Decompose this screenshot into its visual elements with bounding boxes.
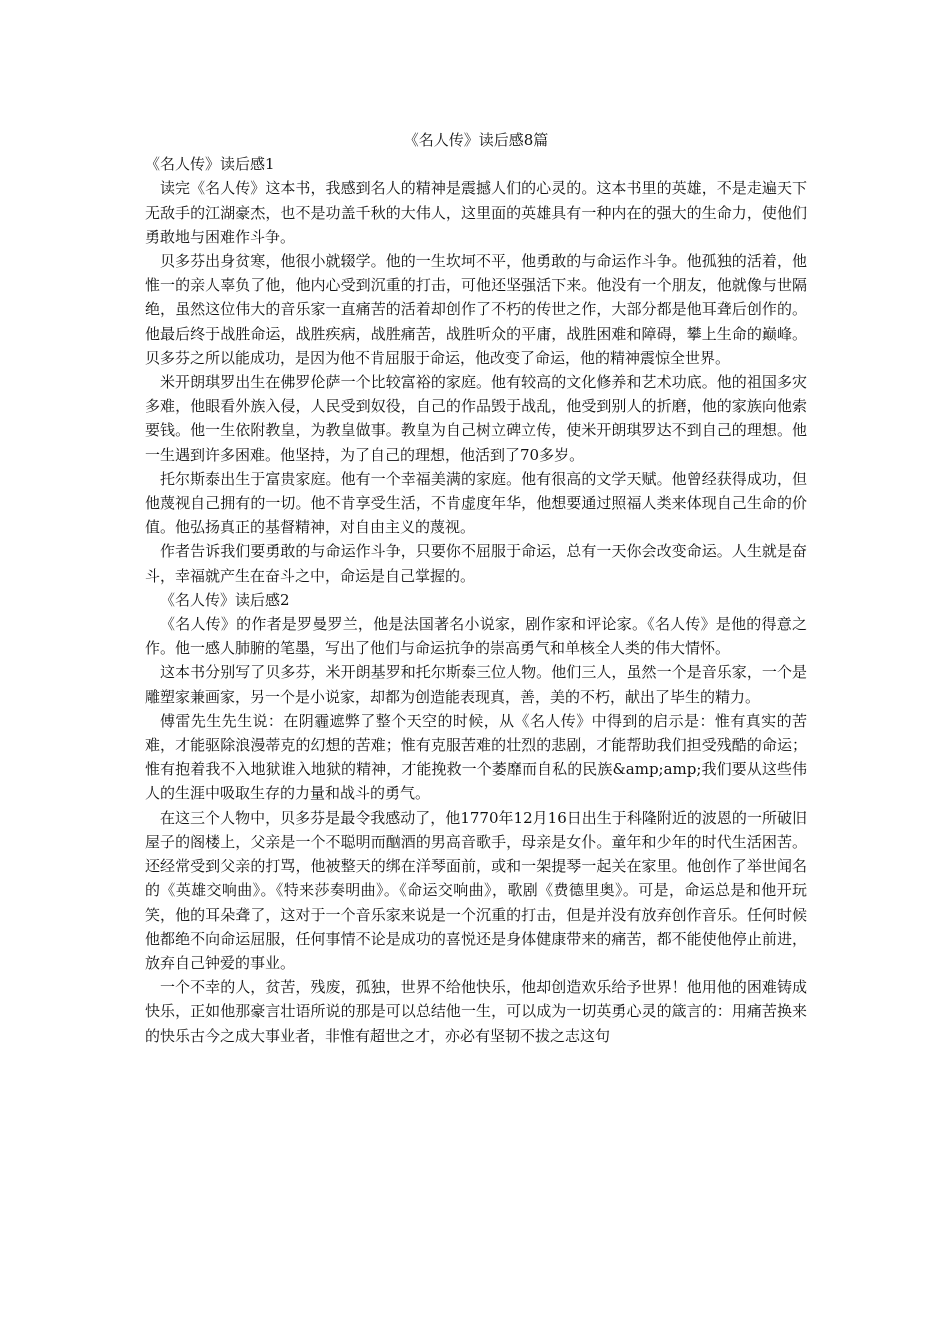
section-2 bbox=[145, 588, 807, 1048]
paragraph: 《名人传》的作者是罗曼罗兰，他是法国著名小说家，剧作家和评论家。《名人传》是他的得意之作。他一感人肺腑的笔墨，写出了他们与命运抗争的崇高勇气和单核全人类的伟大情怀。 bbox=[145, 615, 807, 658]
section-heading: 《名人传》读后感1 bbox=[145, 155, 275, 174]
paragraph: 米开朗琪罗出生在佛罗伦萨一个比较富裕的家庭。他有较高的文化修养和艺术功底。他的祖国多灾多难，他眼看外族入侵，人民受到奴役，自己的作品毁于战乱，他受到别人的折磨，他的家族向他索要钱。他一生依附教皇，为教皇做事。教皇为自己树立碑立传，使米开朗琪罗达不到自己的理想。他一生遇到许多困难。他坚持，为了自己的理想，他活到了70多岁。 bbox=[145, 373, 807, 464]
paragraph: 读完《名人传》这本书，我感到名人的精神是震撼人们的心灵的。这本书里的英雄，不是走遍天下无敌手的江湖豪杰，也不是功盖千秋的大伟人，这里面的英雄具有一种内在的强大的生命力，使他们勇敢地与困难作斗争。 bbox=[145, 179, 807, 246]
section-heading: 《名人传》读后感2 bbox=[160, 590, 290, 609]
paragraph: 傅雷先生先生说：在阴霾遮弊了整个天空的时候，从《名人传》中得到的启示是：惟有真实的苦难，才能驱除浪漫蒂克的幻想的苦难；惟有克服苦难的壮烈的悲剧，才能帮助我们担受残酷的命运；惟有抱着我不入地狱谁入地狱的精神，才能挽救一个萎靡而自私的民族&amp;amp;我们要从这些伟人的生涯中吸取生存的力量和战斗的勇气。 bbox=[145, 711, 807, 803]
paragraph: 这本书分别写了贝多芬，米开朗基罗和托尔斯泰三位人物。他们三人，虽然一个是音乐家，一个是雕塑家兼画家，另一个是小说家，却都为创造能表现真，善，美的不朽，献出了毕生的精力。 bbox=[145, 663, 807, 706]
paragraph: 一个不幸的人，贫苦，残废，孤独，世界不给他快乐，他却创造欢乐给予世界！他用他的困难铸成快乐，正如他那豪言壮语所说的那是可以总结他一生，可以成为一切英勇心灵的箴言的：用痛苦换来的快乐古今之成大事业者，非惟有超世之才，亦必有坚韧不拔之志这句 bbox=[145, 978, 807, 1045]
section-1 bbox=[145, 152, 807, 588]
paragraph: 在这三个人物中，贝多芬是最令我感动了，他1770年12月16日出生于科隆附近的波恩的一所破旧屋子的阁楼上，父亲是一个不聪明而酗酒的男高音歌手，母亲是女仆。童年和少年的时代生活困苦。还经常受到父亲的打骂，他被整天的绑在洋琴面前，或和一架提琴一起关在家里。他创作了举世闻名的《英雄交响曲》。《特来莎奏明曲》。《命运交响曲》，歌剧《费德里奥》。可是，命运总是和他开玩笑，他的耳朵聋了，这对于一个音乐家来说是一个沉重的打击，但是并没有放弃创作音乐。任何时候他都绝不向命运屈服，任何事情不论是成功的喜悦还是身体健康带来的痛苦，都不能使他停止前进，放弃自己钟爱的事业。 bbox=[145, 808, 807, 972]
document-title: 《名人传》读后感8篇 bbox=[403, 131, 549, 149]
paragraph: 托尔斯泰出生于富贵家庭。他有一个幸福美满的家庭。他有很高的文学天赋。他曾经获得成功，但他蔑视自己拥有的一切。他不肯享受生活，不肯虚度年华，他想要通过照福人类来体现自己生命的价值。他弘扬真正的基督精神，对自由主义的蔑视。 bbox=[145, 469, 807, 537]
paragraph: 作者告诉我们要勇敢的与命运作斗争，只要你不屈服于命运，总有一天你会改变命运。人生就是奋斗，幸福就产生在奋斗之中，命运是自己掌握的。 bbox=[145, 542, 807, 585]
paragraph: 贝多芬出身贫寒，他很小就辍学。他的一生坎坷不平，他勇敢的与命运作斗争。他孤独的活着，他惟一的亲人辜负了他，他内心受到沉重的打击，可他还坚强活下来。他没有一个朋友，他就像与世隔绝，虽然这位伟大的音乐家一直痛苦的活着却创作了不朽的传世之作，大部分都是他耳聋后创作的。他最后终于战胜命运，战胜疾病，战胜痛苦，战胜听众的平庸，战胜困难和障碍，攀上生命的巅峰。贝多芬之所以能成功，是因为他不肯屈服于命运，他改变了命运，他的精神震惊全世界。 bbox=[145, 252, 807, 367]
document-page bbox=[145, 128, 807, 1048]
